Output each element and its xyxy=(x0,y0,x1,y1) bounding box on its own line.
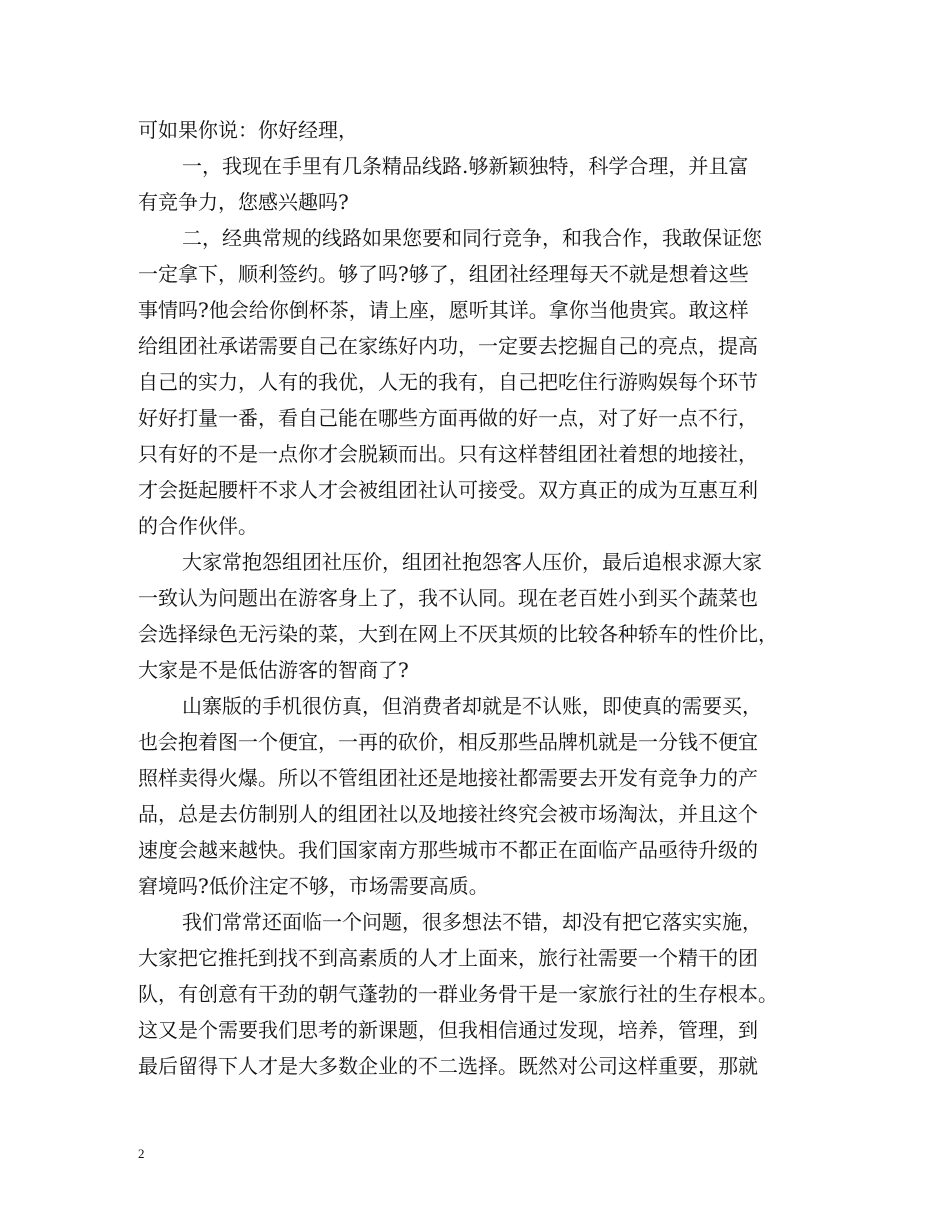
text-line: 一定拿下，顺利签约。够了吗?够了，组团社经理每天不就是想着这些 xyxy=(138,262,749,286)
paragraph-first-line: 大家常抱怨组团社压价，组团社抱怨客人压价，最后追根求源大家 xyxy=(182,550,762,574)
text-line: 也会抱着图一个便宜，一再的砍价，相反那些品牌机就是一分钱不便宜 xyxy=(138,730,758,754)
text-line: 事情吗?他会给你倒杯茶，请上座，愿听其详。拿你当他贵宾。敢这样 xyxy=(138,298,749,322)
paragraph-first-line: 二，经典常规的线路如果您要和同行竞争，和我合作，我敢保证您 xyxy=(182,226,762,250)
text-line: 这又是个需要我们思考的新课题，但我相信通过发现，培养，管理，到 xyxy=(138,1018,758,1042)
text-line: 的合作伙伴。 xyxy=(138,514,258,538)
paragraph-first-line: 我们常常还面临一个问题，很多想法不错，却没有把它落实实施， xyxy=(182,910,762,934)
paragraph-first-line: 一，我现在手里有几条精品线路.够新颖独特，科学合理，并且富 xyxy=(182,154,749,178)
text-line: 大家把它推托到找不到高素质的人才上面来，旅行社需要一个精干的团 xyxy=(138,946,758,970)
text-line: 一致认为问题出在游客身上了，我不认同。现在老百姓小到买个蔬菜也 xyxy=(138,586,758,610)
paragraph-first-line: 山寨版的手机很仿真，但消费者却就是不认账，即使真的需要买， xyxy=(182,694,762,718)
page-number: 2 xyxy=(138,1146,145,1161)
text-line: 才会挺起腰杆不求人才会被组团社认可接受。双方真正的成为互惠互利 xyxy=(138,478,758,502)
text-line: 品，总是去仿制别人的组团社以及地接社终究会被市场淘汰，并且这个 xyxy=(138,802,758,826)
text-line: 照样卖得火爆。所以不管组团社还是地接社都需要去开发有竞争力的产 xyxy=(138,766,758,790)
text-line: 好好打量一番，看自己能在哪些方面再做的好一点，对了好一点不行， xyxy=(138,406,758,430)
text-line: 最后留得下人才是大多数企业的不二选择。既然对公司这样重要，那就 xyxy=(138,1054,758,1078)
text-line: 窘境吗?低价注定不够，市场需要高质。 xyxy=(138,874,489,898)
text-line: 给组团社承诺需要自己在家练好内功，一定要去挖掘自己的亮点，提高 xyxy=(138,334,758,358)
text-line: 有竞争力，您感兴趣吗? xyxy=(138,190,349,214)
text-line: 队，有创意有干劲的朝气蓬勃的一群业务骨干是一家旅行社的生存根本。 xyxy=(138,982,778,1006)
text-line: 大家是不是低估游客的智商了? xyxy=(138,658,409,682)
text-line: 只有好的不是一点你才会脱颖而出。只有这样替组团社着想的地接社， xyxy=(138,442,758,466)
text-line: 自己的实力，人有的我优，人无的我有，自己把吃住行游购娱每个环节 xyxy=(138,370,758,394)
text-line: 可如果你说：你好经理， xyxy=(138,118,358,142)
text-line: 速度会越来越快。我们国家南方那些城市不都正在面临产品亟待升级的 xyxy=(138,838,758,862)
text-line: 会选择绿色无污染的菜，大到在网上不厌其烦的比较各种轿车的性价比， xyxy=(138,622,778,646)
